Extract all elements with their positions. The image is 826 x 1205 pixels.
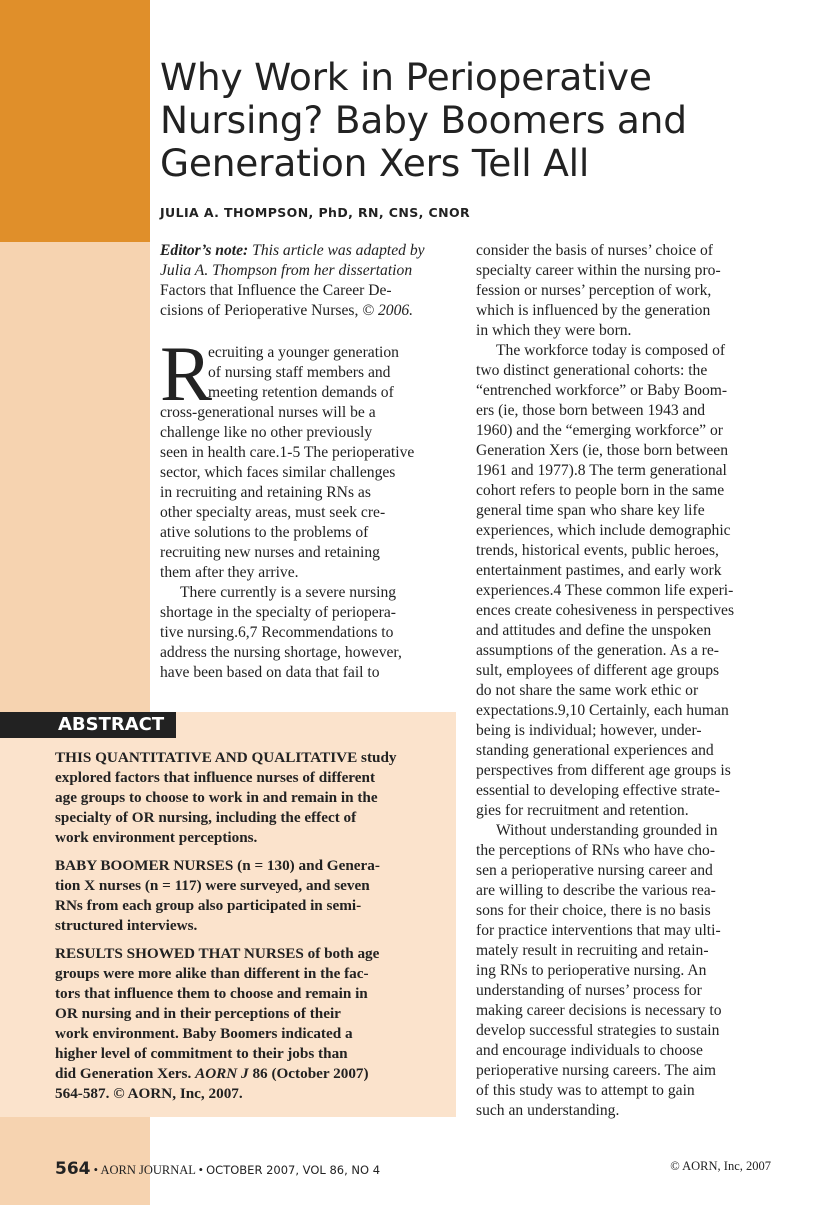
column-left-body (160, 403, 452, 683)
body-line: in which they were born. (476, 322, 632, 339)
body-line: ers (ie, those born between 1943 and (476, 402, 706, 419)
editors-note-line: Factors that Influence the Career De- (160, 282, 392, 299)
body-line: tive nursing.6,7 Recommendations to (160, 624, 394, 641)
body-line: cohort refers to people born in the same (476, 482, 725, 499)
abstract-line: groups were more alike than different in the fac- (55, 965, 369, 982)
top-accent-band (0, 0, 150, 242)
abstract-line: did Generation Xers. AORN J 86 (October 2007) (55, 1065, 369, 1082)
body-line: ing RNs to perioperative nursing. An (476, 962, 707, 979)
abstract-paragraph (55, 944, 435, 1104)
body-line: essential to developing effective strate- (476, 782, 720, 799)
body-line: for practice interventions that may ulti- (476, 922, 721, 939)
abstract-line: work environment. Baby Boomers indicated a (55, 1025, 353, 1042)
body-line: them after they arrive. (160, 564, 299, 581)
abstract-paragraph (55, 748, 435, 848)
body-line: standing generational experiences and (476, 742, 714, 759)
body-line: trends, historical events, public heroes, (476, 542, 719, 559)
body-line: have been based on data that fail to (160, 664, 380, 681)
abstract-line: RNs from each group also participated in semi- (55, 897, 362, 914)
abstract-line: OR nursing and in their perceptions of their (55, 1005, 341, 1022)
journal-name: AORN JOURNAL (100, 1163, 196, 1177)
dropcap-letter: R (160, 330, 213, 417)
body-line: expectations.9,10 Certainly, each human (476, 702, 729, 719)
bullet-separator: • (93, 1163, 99, 1177)
body-line: being is individual; however, under- (476, 722, 702, 739)
body-line: the perceptions of RNs who have cho- (476, 842, 716, 859)
body-line: general time span who share key life (476, 502, 705, 519)
body-line: sen a perioperative nursing career and (476, 862, 713, 879)
column-left (160, 241, 452, 321)
body-line: ences create cohesiveness in perspectives (476, 602, 735, 619)
body-line: understanding of nurses’ process for (476, 982, 702, 999)
abstract-text (55, 748, 435, 1112)
dropcap-line: ecruiting a younger generation (208, 344, 399, 361)
body-line: consider the basis of nurses’ choice of (476, 242, 714, 259)
body-line: do not share the same work ethic or (476, 682, 699, 699)
body-line: making career decisions is necessary to (476, 1002, 722, 1019)
abstract-line: explored factors that influence nurses of different (55, 769, 376, 786)
body-line: perioperative nursing careers. The aim (476, 1062, 717, 1079)
copyright-footer: © AORN, Inc, 2007 (670, 1159, 771, 1173)
abstract-paragraph (55, 856, 435, 936)
body-line: “entrenched workforce” or Baby Boom- (476, 382, 728, 399)
body-line: seen in health care.1-5 The perioperative (160, 444, 415, 461)
body-line: Without understanding grounded in (496, 822, 718, 839)
body-line: The workforce today is composed of (496, 342, 726, 359)
dropcap-line: meeting retention demands of (208, 384, 394, 401)
body-line: There currently is a severe nursing (180, 584, 397, 601)
body-line: cross-generational nurses will be a (160, 404, 376, 421)
abstract-line: THIS QUANTITATIVE AND QUALITATIVE study (55, 749, 397, 766)
issue-info: OCTOBER 2007, VOL 86, NO 4 (206, 1163, 381, 1177)
body-line: which is influenced by the generation (476, 302, 711, 319)
body-line: gies for recruitment and retention. (476, 802, 689, 819)
body-line: sult, employees of different age groups (476, 662, 720, 679)
body-line: of this study was to attempt to gain (476, 1082, 695, 1099)
body-line: sons for their choice, there is no basis (476, 902, 711, 919)
body-line: are willing to describe the various rea- (476, 882, 716, 899)
abstract-line: BABY BOOMER NURSES (n = 130) and Genera- (55, 857, 380, 874)
body-line: experiences.4 These common life experi- (476, 582, 734, 599)
abstract-line: RESULTS SHOWED THAT NURSES of both age (55, 945, 380, 962)
page-number: 564 (55, 1159, 91, 1179)
column-right (476, 241, 768, 1121)
dropcap-line: of nursing staff members and (208, 364, 391, 381)
body-line: and attitudes and define the unspoken (476, 622, 712, 639)
body-line: specialty career within the nursing pro- (476, 262, 721, 279)
body-line: 1960) and the “emerging workforce” or (476, 422, 723, 439)
article-title (160, 56, 780, 185)
abstract-line: structured interviews. (55, 917, 198, 934)
body-line: challenge like no other previously (160, 424, 373, 441)
abstract-line: work environment perceptions. (55, 829, 258, 846)
body-line: shortage in the specialty of periopera- (160, 604, 396, 621)
body-line: mately result in recruiting and retain- (476, 942, 709, 959)
body-line: fession or nurses’ perception of work, (476, 282, 712, 299)
page-footer (55, 1159, 380, 1179)
body-line: assumptions of the generation. As a re- (476, 642, 719, 659)
body-line: recruiting new nurses and retaining (160, 544, 380, 561)
body-line: such an understanding. (476, 1102, 620, 1119)
body-line: develop successful strategies to sustain (476, 1022, 720, 1039)
body-line: other specialty areas, must seek cre- (160, 504, 386, 521)
editors-note-line: Julia A. Thompson from her dissertation (160, 262, 413, 279)
body-line: Generation Xers (ie, those born between (476, 442, 729, 459)
body-line: two distinct generational cohorts: the (476, 362, 708, 379)
abstract-heading: ABSTRACT (0, 712, 176, 738)
body-line: 1961 and 1977).8 The term generational (476, 462, 727, 479)
author-byline: JULIA A. THOMPSON, PhD, RN, CNS, CNOR (160, 205, 471, 220)
title-line: Generation Xers Tell All (160, 141, 590, 185)
title-line: Why Work in Perioperative (160, 55, 652, 99)
abstract-line: higher level of commitment to their jobs than (55, 1045, 348, 1062)
body-line: in recruiting and retaining RNs as (160, 484, 371, 501)
bullet-separator: • (198, 1163, 203, 1177)
body-line: entertainment pastimes, and early work (476, 562, 722, 579)
body-line: perspectives from different age groups is (476, 762, 731, 779)
abstract-line: 564-587. © AORN, Inc, 2007. (55, 1085, 243, 1102)
abstract-line: tors that influence them to choose and remain in (55, 985, 368, 1002)
side-accent-band (0, 242, 150, 712)
body-line: ative solutions to the problems of (160, 524, 369, 541)
body-line: experiences, which include demographic (476, 522, 731, 539)
body-line: and encourage individuals to choose (476, 1042, 703, 1059)
abstract-line: tion X nurses (n = 117) were surveyed, and seven (55, 877, 370, 894)
abstract-line: age groups to choose to work in and remain in the (55, 789, 378, 806)
title-line: Nursing? Baby Boomers and (160, 98, 687, 142)
body-line: sector, which faces similar challenges (160, 464, 396, 481)
editors-note-line: cisions of Perioperative Nurses, © 2006. (160, 302, 414, 319)
body-line: address the nursing shortage, however, (160, 644, 402, 661)
abstract-line: specialty of OR nursing, including the effect of (55, 809, 357, 826)
editors-note-line: Editor’s note: This article was adapted by (160, 242, 425, 259)
